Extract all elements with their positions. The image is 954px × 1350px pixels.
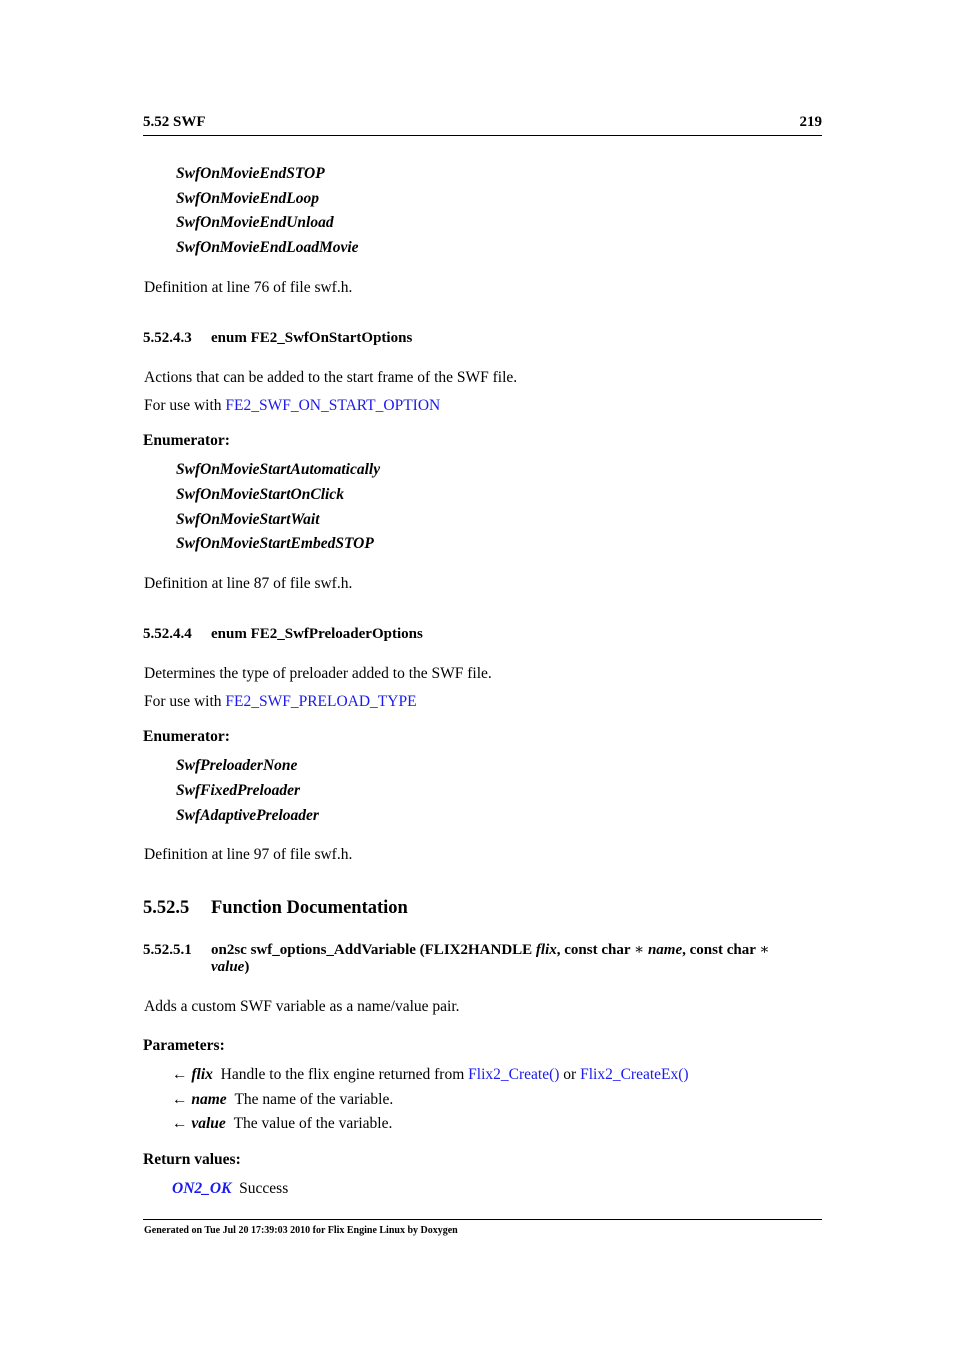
parameter-desc: The name of the variable.: [234, 1091, 394, 1108]
subsection-title: enum FE2_SwfOnStartOptions: [211, 330, 413, 346]
section-heading-function-documentation: [143, 898, 408, 919]
parameter-row: [172, 1091, 393, 1109]
parameter-name: value: [191, 1115, 226, 1132]
pointer-star: ∗: [634, 942, 645, 958]
subsection-heading-preloader-options: [143, 626, 423, 643]
link-fe2-swf-preload-type[interactable]: FE2_SWF_PRELOAD_TYPE: [225, 693, 417, 710]
parameter-row: [172, 1115, 392, 1133]
footer-text: Generated on Tue Jul 20 17:39:03 2010 for Flix Engine Linux by Doxygen: [144, 1225, 458, 1236]
in-arrow-icon: ←: [172, 1091, 188, 1108]
subsection-title: enum FE2_SwfPreloaderOptions: [211, 626, 423, 642]
description: Determines the type of preloader added to the SWF file.: [144, 665, 492, 682]
use-with-line: [144, 693, 417, 711]
return-values-label: Return values:: [143, 1151, 241, 1168]
definition-line: Definition at line 76 of file swf.h.: [144, 279, 353, 296]
enumerator-item: SwfOnMovieStartAutomatically: [176, 461, 381, 478]
parameters-label: Parameters:: [143, 1037, 225, 1054]
enumerator-label: Enumerator:: [143, 432, 230, 449]
enumerator-item: SwfFixedPreloader: [176, 782, 300, 799]
enumerator-item: SwfOnMovieStartEmbedSTOP: [176, 535, 374, 552]
link-flix2-createex[interactable]: Flix2_CreateEx(): [580, 1066, 689, 1083]
return-value-row: [172, 1180, 288, 1198]
signature-part: on2sc swf_options_AddVariable (FLIX2HANDLE: [211, 942, 536, 958]
use-with-prefix: For use with: [144, 397, 226, 414]
definition-line: Definition at line 97 of file swf.h.: [144, 846, 353, 863]
parameter-row: [172, 1066, 689, 1084]
definition-line: Definition at line 87 of file swf.h.: [144, 575, 353, 592]
link-flix2-create[interactable]: Flix2_Create(): [468, 1066, 560, 1083]
function-signature-line2: [211, 959, 249, 976]
footer-rule: [143, 1219, 822, 1220]
pointer-star: ∗: [759, 942, 770, 958]
in-arrow-icon: ←: [172, 1066, 188, 1083]
link-fe2-swf-on-start-option[interactable]: FE2_SWF_ON_START_OPTION: [225, 397, 441, 414]
in-arrow-icon: ←: [172, 1115, 188, 1132]
parameter-desc: The value of the variable.: [233, 1115, 393, 1132]
use-with-prefix: For use with: [144, 693, 226, 710]
running-header-section: 5.52 SWF: [143, 114, 206, 130]
enumerator-item: SwfOnMovieEndUnload: [176, 214, 334, 231]
subsection-number: 5.52.5.1: [143, 942, 192, 958]
header-rule: [143, 135, 822, 136]
param-name-value: value: [211, 959, 245, 975]
signature-part: , const char: [556, 942, 634, 958]
param-name-name: name: [647, 942, 683, 958]
parameter-desc: Handle to the flix engine returned from: [220, 1066, 469, 1083]
param-name-flix: flix: [535, 942, 557, 958]
enumerator-item: SwfOnMovieEndLoadMovie: [176, 239, 359, 256]
subsection-number: 5.52.4.4: [143, 626, 192, 642]
subsection-number: 5.52.4.3: [143, 330, 192, 346]
return-desc: Success: [239, 1180, 289, 1197]
enumerator-item: SwfOnMovieEndSTOP: [176, 165, 325, 182]
enumerator-item: SwfOnMovieStartOnClick: [176, 486, 344, 503]
link-on2-ok[interactable]: ON2_OK: [172, 1180, 232, 1197]
enumerator-label: Enumerator:: [143, 728, 230, 745]
enumerator-item: SwfAdaptivePreloader: [176, 807, 319, 824]
subsection-heading-start-options: [143, 330, 412, 347]
parameter-desc-mid: or: [559, 1066, 581, 1083]
parameter-name: flix: [191, 1066, 213, 1083]
page-number: 219: [799, 114, 822, 130]
description: Adds a custom SWF variable as a name/value pair.: [144, 998, 460, 1015]
description: Actions that can be added to the start frame of the SWF file.: [144, 369, 518, 386]
signature-end: ): [244, 959, 250, 975]
section-number: 5.52.5: [143, 898, 190, 918]
use-with-line: [144, 397, 440, 415]
enumerator-item: SwfOnMovieStartWait: [176, 511, 320, 528]
enumerator-item: SwfPreloaderNone: [176, 757, 298, 774]
function-signature-line1: [143, 940, 770, 959]
section-title: Function Documentation: [211, 898, 408, 918]
parameter-name: name: [191, 1091, 227, 1108]
enumerator-item: SwfOnMovieEndLoop: [176, 190, 319, 207]
signature-part: , const char: [682, 942, 760, 958]
